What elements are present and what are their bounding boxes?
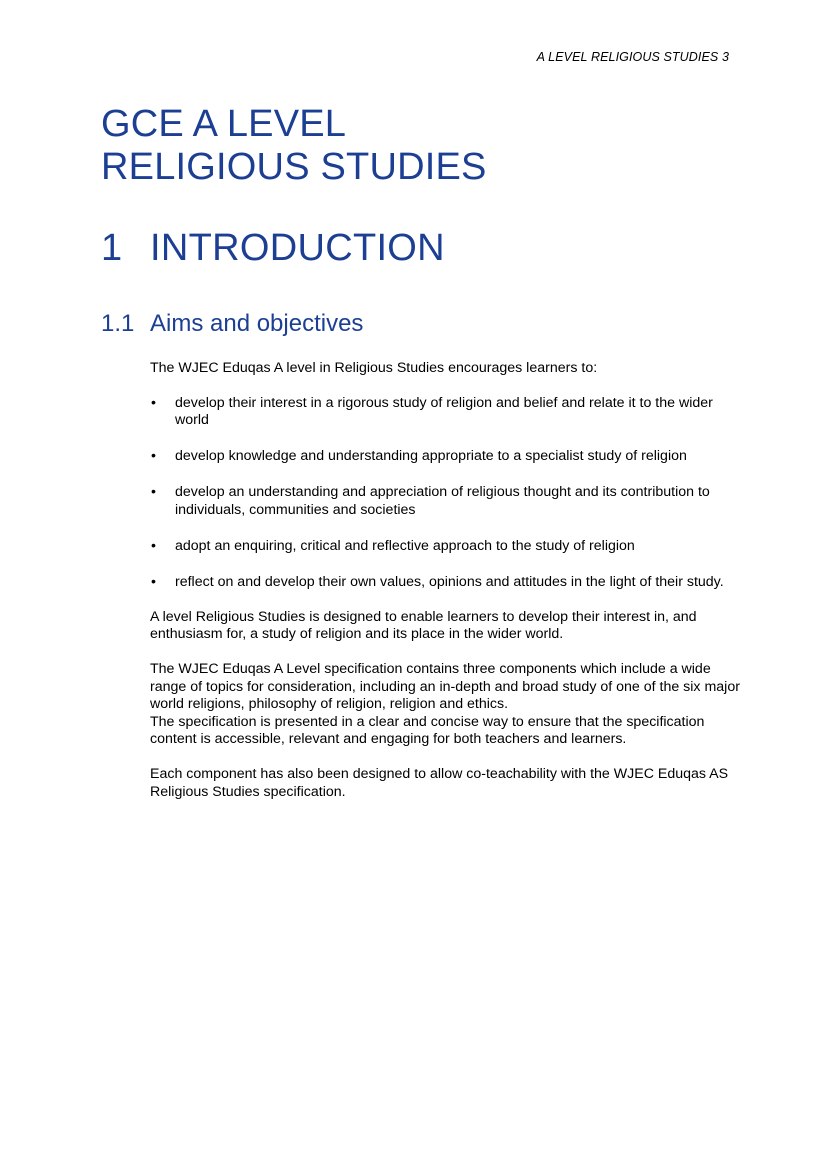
- list-item: [150, 395, 740, 430]
- list-item: [150, 484, 740, 519]
- list-item-text: develop an understanding and appreciation of religious thought and its contribution to individuals, communities and societies: [175, 484, 710, 518]
- running-header: A LEVEL RELIGIOUS STUDIES 3: [536, 50, 729, 64]
- list-item-text: develop their interest in a rigorous study of religion and belief and relate it to the wider world: [175, 394, 713, 429]
- document-title: [101, 103, 487, 189]
- paragraph-specification: [150, 661, 740, 749]
- document-title-line-2: RELIGIOUS STUDIES: [101, 146, 487, 188]
- section-number: 1: [101, 227, 123, 269]
- bullet-icon: •: [151, 484, 156, 501]
- paragraph-co-teachability: Each component has also been designed to allow co-teachability with the WJEC Eduqas AS Religious Studies specification.: [150, 765, 729, 800]
- intro-paragraph: The WJEC Eduqas A level in Religious Studies encourages learners to:: [150, 360, 598, 376]
- paragraph-purpose: A level Religious Studies is designed to enable learners to develop their interest in, and enthusiasm for, a study of religion and its place in the wider world.: [150, 608, 697, 643]
- section-title: INTRODUCTION: [150, 227, 445, 269]
- aims-list: [150, 395, 740, 592]
- bullet-icon: •: [151, 394, 156, 411]
- bullet-icon: •: [151, 538, 156, 555]
- paragraph-specification-part-1: The WJEC Eduqas A Level specification contains three components which include a wide range of topics for consideration, including an in-depth and broad study of one of the six major world religions, philosophy of religion, religion and ethics.: [150, 660, 740, 713]
- list-item: [150, 448, 740, 466]
- list-item-text: develop knowledge and understanding appropriate to a specialist study of religion: [175, 448, 687, 465]
- bullet-icon: •: [151, 574, 156, 591]
- section-heading: [101, 227, 445, 270]
- subsection-number: 1.1: [101, 310, 135, 337]
- list-item-text: reflect on and develop their own values, opinions and attitudes in the light of their study.: [175, 574, 724, 591]
- document-title-line-1: GCE A LEVEL: [101, 103, 347, 145]
- paragraph-specification-part-2: The specification is presented in a clear and concise way to ensure that the specification content is accessible, relevant and engaging for both teachers and learners.: [150, 713, 705, 748]
- body-text: [150, 360, 740, 818]
- list-item: [150, 538, 740, 556]
- bullet-icon: •: [151, 448, 156, 465]
- list-item-text: adopt an enquiring, critical and reflective approach to the study of religion: [175, 538, 635, 555]
- list-item: [150, 574, 740, 592]
- subsection-title: Aims and objectives: [150, 310, 364, 337]
- subsection-heading: [101, 310, 363, 338]
